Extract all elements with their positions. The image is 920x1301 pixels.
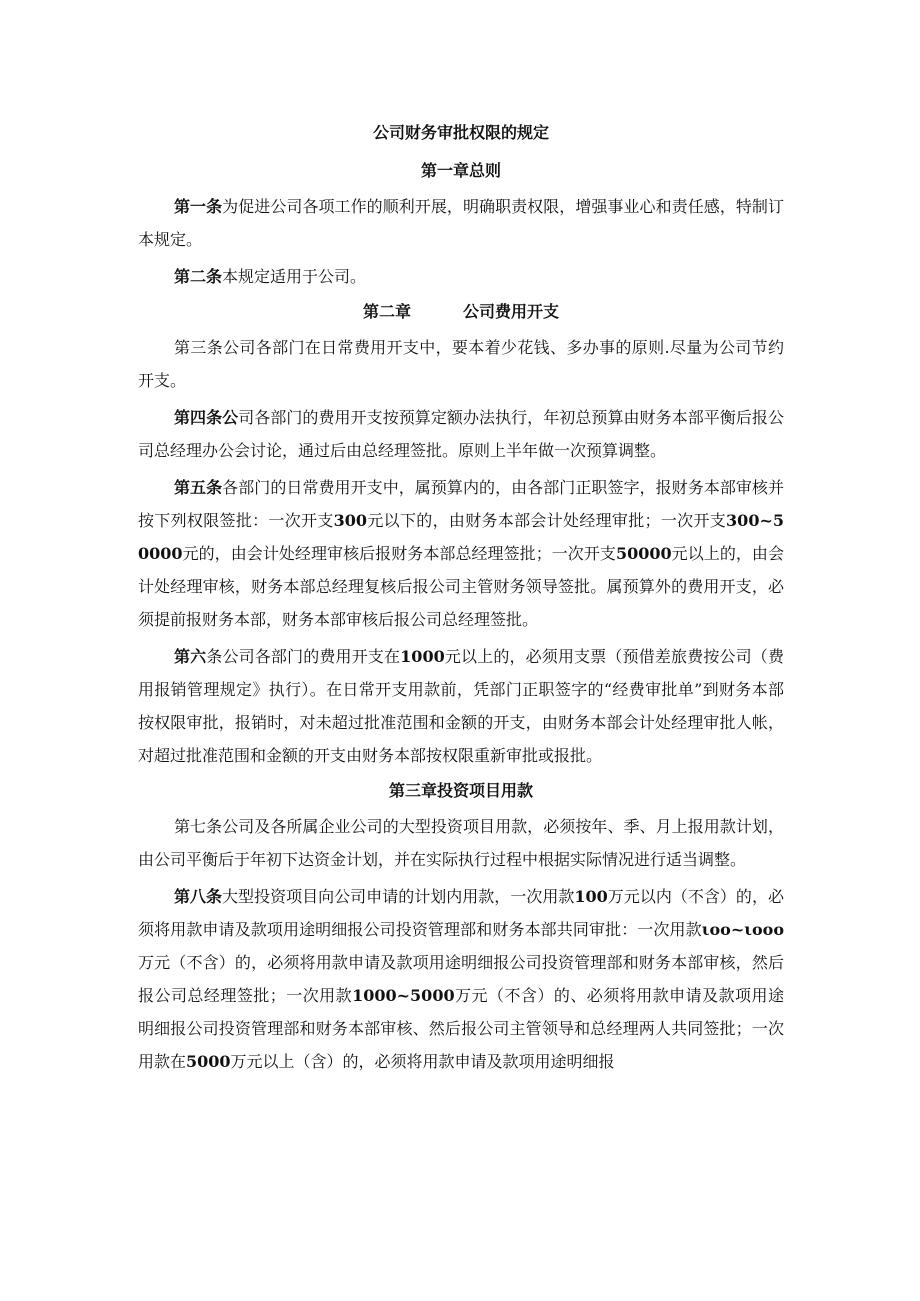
article-3-text: 第三条公司各部门在日常费用开支中，要本着少花钱、多办事的原则.尽量为公司节约开支。 bbox=[138, 338, 784, 390]
article-8-text-1: 大型投资项目向公司申请的计划内用款，一次用款 bbox=[222, 887, 575, 906]
article-2 bbox=[138, 260, 784, 293]
article-6 bbox=[138, 640, 784, 772]
article-8-amount-1: 100 bbox=[574, 887, 608, 906]
article-8-label: 第八条 bbox=[174, 887, 223, 906]
article-7 bbox=[138, 810, 784, 876]
article-8-text-5: 万元以上（含）的，必须将用款申请及款项用途明细报 bbox=[230, 1052, 615, 1071]
document-page bbox=[138, 118, 784, 1082]
article-5-amount-2: 300~50000 bbox=[138, 511, 784, 563]
article-8-amount-4: 5000 bbox=[186, 1052, 231, 1071]
article-5-text-1: 各部门的日常费用开支中，属预算内的，由各部门正职签字，报财务本部审核并按下列权限签批：一次开支 bbox=[138, 478, 784, 530]
article-8-text-3: 万元（不含）的，必须将用款申请及款项用途明细报公司投资管理部和财务本部审核，然后报公司总经理签批；一次用款 bbox=[138, 953, 784, 1005]
article-4 bbox=[138, 401, 784, 467]
article-6-text-1: 条公司各部门的费用开支在 bbox=[206, 647, 401, 666]
article-1 bbox=[138, 190, 784, 256]
article-6-label: 第六 bbox=[174, 647, 207, 666]
article-1-text: 为促进公司各项工作的顺利开展，明确职责权限，增强事业心和责任感，特制订本规定。 bbox=[138, 197, 784, 249]
article-1-label: 第一条 bbox=[174, 197, 223, 216]
article-2-text: 本规定适用于公司。 bbox=[222, 267, 367, 286]
article-5-text-3: 元的，由会计处经理审核后报财务本部总经理签批；一次开支 bbox=[182, 544, 616, 563]
article-8-text-2: 万元以内（不含）的，必须将用款申请及款项用途明细报公司投资管理部和财务本部共同审批：一次用款 bbox=[138, 887, 784, 939]
chapter-2-heading bbox=[138, 297, 784, 327]
article-7-text: 第七条公司及各所属企业公司的大型投资项目用款，必须按年、季、月上报用款计划，由公司平衡后于年初下达资金计划，并在实际执行过程中根据实际情况进行适当调整。 bbox=[138, 817, 784, 869]
article-5-amount-1: 300 bbox=[333, 511, 368, 530]
chapter-2-name: 公司费用开支 bbox=[463, 302, 560, 321]
chapter-3-heading: 第三章投资项目用款 bbox=[388, 781, 533, 800]
article-3 bbox=[138, 331, 784, 397]
article-4-text: 司各部门的费用开支按预算定额办法执行，年初总预算由财务本部平衡后报公司总经理办公会讨论，通过后由总经理签批。原则上半年做一次预算调整。 bbox=[138, 408, 784, 460]
document-title: 公司财务审批权限的规定 bbox=[372, 123, 549, 142]
article-5-amount-3: 50000 bbox=[615, 544, 672, 563]
chapter-1-heading: 第一章总则 bbox=[420, 161, 501, 180]
article-4-label: 第四条公 bbox=[174, 408, 239, 427]
chapter-2-number: 第二章 bbox=[362, 302, 411, 321]
article-8 bbox=[138, 880, 784, 1078]
article-2-label: 第二条 bbox=[174, 267, 223, 286]
article-5-label: 第五条 bbox=[174, 478, 223, 497]
article-5-text-4: 元以上的，由会计处经理审核，财务本部总经理复核后报公司主管财务领导签批。属预算外的费用开支，必须提前报财务本部，财务本部审核后报公司总经理签批。 bbox=[138, 544, 784, 629]
article-8-amount-2: ιoo~ιooo bbox=[701, 920, 784, 939]
article-5 bbox=[138, 471, 784, 636]
article-8-amount-3: 1000~5000 bbox=[352, 986, 455, 1005]
article-8-text-4: 万元（不含）的、必须将用款申请及款项用途明细报公司投资管理部和财务本部审核、然后报公司主管领导和总经理两人共同签批；一次用款在 bbox=[138, 986, 784, 1071]
article-6-text-2: 元以上的，必须用支票（预借差旅费按公司（费用报销管理规定》执行）。在日常开支用款前，凭部门正职签字的“经费审批单”到财务本部按权限审批，报销时，对未超过批准范围和金额的开支，由财务本部会计处经理审批人帐，对超过批准范围和金额的开支由财务本部按权限重新审批或报批。 bbox=[138, 647, 784, 765]
article-5-text-2: 元以下的，由财务本部会计处经理审批；一次开支 bbox=[367, 511, 727, 530]
article-6-amount-1: 1000 bbox=[400, 647, 445, 666]
